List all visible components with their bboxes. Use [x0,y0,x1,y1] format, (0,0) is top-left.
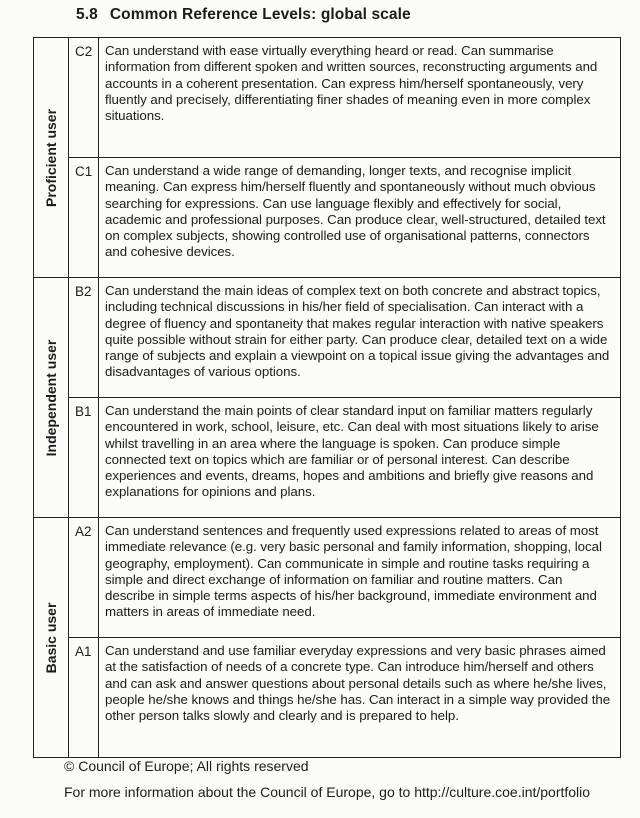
more-info-text: For more information about the Council of Europe, go to http://culture.coe.int/portfolio [64,784,591,800]
table-row [34,38,621,158]
group-cell-proficient [34,38,69,278]
level-description: Can understand a wide range of demanding, longer texts, and recognise implicit meaning. Can express him/herself fluently and spontaneously without much obvious searching for expressions. Can use language flexibly and effectively for social, academic and professional purposes. Can produce clear, well-structured, detailed text on complex subjects, showing controlled use of organisational patterns, connectors and cohesive devices. [99,158,621,278]
level-description: Can understand sentences and frequently used expressions related to areas of most immediate relevance (e.g. very basic personal and family information, shopping, local geography, employment). Can communicate in simple and routine tasks requiring a simple and direct exchange of information on familiar and routine matters. Can describe in simple terms aspects of his/her background, immediate environment and matters in areas of immediate need. [99,518,621,638]
table-row [34,638,621,758]
level-code: C2 [69,38,99,158]
table-row [34,518,621,638]
group-label-independent: Independent user [43,339,59,456]
section-number: 5.8 [76,6,98,23]
group-cell-independent [34,278,69,518]
level-description: Can understand the main points of clear standard input on familiar matters regularly encountered in work, school, leisure, etc. Can deal with most situations likely to arise whilst travelling in an area where the language is spoken. Can produce simple connected text on topics which are familiar or of personal interest. Can describe experiences and events, dreams, hopes and ambitions and briefly give reasons and explanations for opinions and plans. [99,398,621,518]
level-description: Can understand with ease virtually everything heard or read. Can summarise information from different spoken and written sources, reconstructing arguments and accounts in a coherent presentation. Can express him/herself spontaneously, very fluently and precisely, differentiating finer shades of meaning even in more complex situations. [99,38,621,158]
group-cell-basic [34,518,69,758]
section-title: Common Reference Levels: global scale [109,6,411,23]
level-code: B2 [69,278,99,398]
group-label-proficient: Proficient user [43,108,59,207]
table-row [34,398,621,518]
table-row [34,158,621,278]
level-code: B1 [69,398,99,518]
group-label-basic: Basic user [43,602,59,673]
level-code: A2 [69,518,99,638]
level-code: C1 [69,158,99,278]
level-code: A1 [69,638,99,758]
section-heading [76,6,411,24]
level-description: Can understand the main ideas of complex text on both concrete and abstract topics, including technical discussions in his/her field of specialisation. Can interact with a degree of fluency and spontaneity that makes regular interaction with native speakers quite possible without strain for either party. Can produce clear, detailed text on a wide range of subjects and explain a viewpoint on a topical issue giving the advantages and disadvantages of various options. [99,278,621,398]
level-description: Can understand and use familiar everyday expressions and very basic phrases aimed at the satisfaction of needs of a concrete type. Can introduce him/herself and others and can ask and answer questions about personal details such as where he/she lives, people he/she knows and things he/she has. Can interact in a simple way provided the other person talks slowly and clearly and is prepared to help. [99,638,621,758]
reference-levels-table [33,37,621,758]
copyright-notice: © Council of Europe; All rights reserved [64,758,309,774]
table-row [34,278,621,398]
